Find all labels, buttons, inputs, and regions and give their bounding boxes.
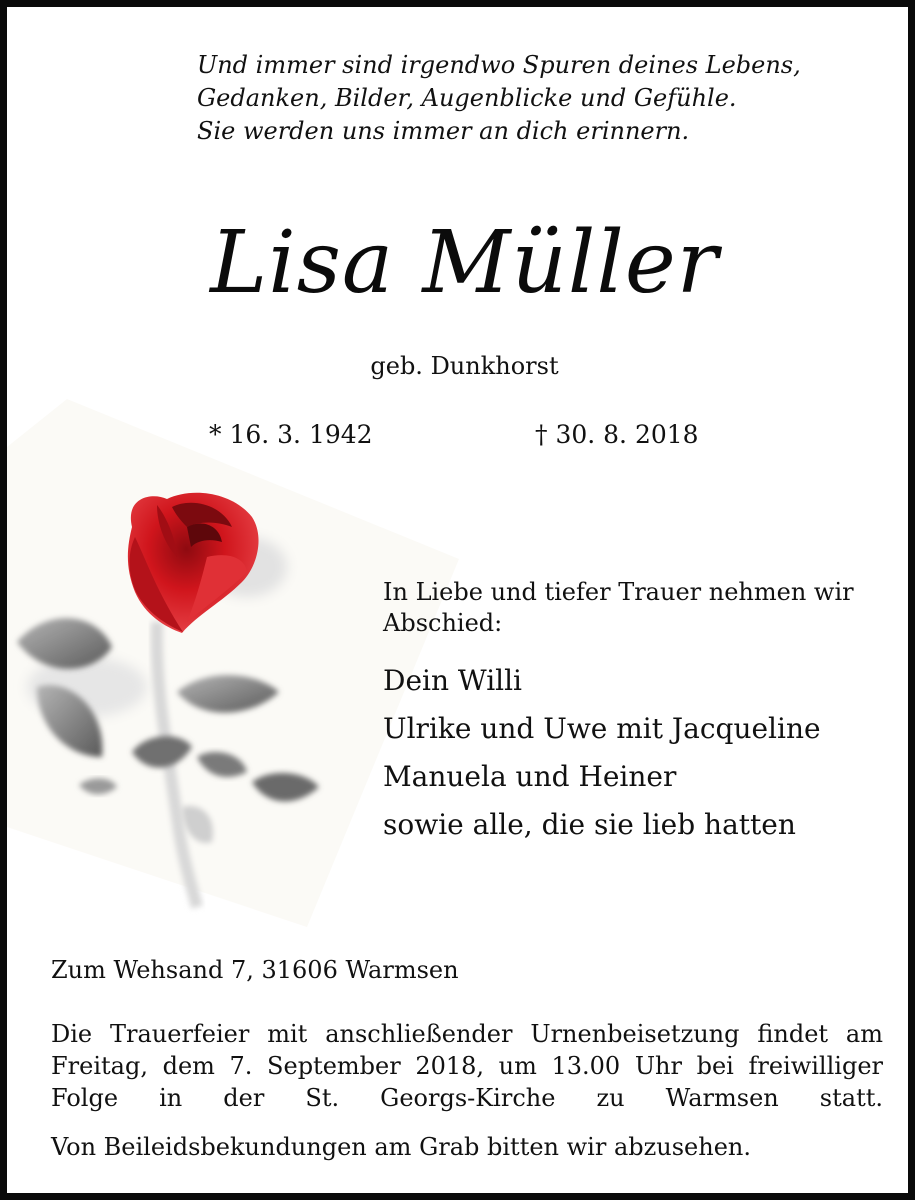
memorial-quote bbox=[197, 49, 887, 148]
quote-line: Gedanken, Bilder, Augenblicke und Gefühle. bbox=[197, 84, 737, 112]
deceased-name: Lisa Müller bbox=[210, 213, 719, 313]
mourner: sowie alle, die sie lieb hatten bbox=[383, 808, 796, 841]
maiden-name: geb. Dunkhorst bbox=[370, 352, 559, 380]
farewell-intro: In Liebe und tiefer Trauer nehmen wir Abschied: bbox=[383, 578, 854, 637]
death-date: † 30. 8. 2018 bbox=[535, 420, 699, 449]
mourner: Dein Willi bbox=[383, 664, 523, 697]
condolence-note: Von Beileidsbekundungen am Grab bitten wir abzusehen. bbox=[51, 1133, 751, 1161]
quote-line: Und immer sind irgendwo Spuren deines Lebens, bbox=[197, 51, 801, 79]
funeral-service-info: Die Trauerfeier mit anschließender Urnenbeisetzung findet am Freitag, dem 7. September 2018, um 13.00 Uhr bei freiwilliger Folge in der St. Georgs-Kirche zu Warmsen statt. bbox=[51, 1020, 883, 1112]
mourners-list bbox=[383, 657, 903, 849]
birth-date: * 16. 3. 1942 bbox=[209, 420, 373, 449]
address: Zum Wehsand 7, 31606 Warmsen bbox=[51, 956, 459, 984]
mourner: Manuela und Heiner bbox=[383, 760, 677, 793]
quote-line: Sie werden uns immer an dich erinnern. bbox=[197, 117, 690, 145]
mourner: Ulrike und Uwe mit Jacqueline bbox=[383, 712, 821, 745]
